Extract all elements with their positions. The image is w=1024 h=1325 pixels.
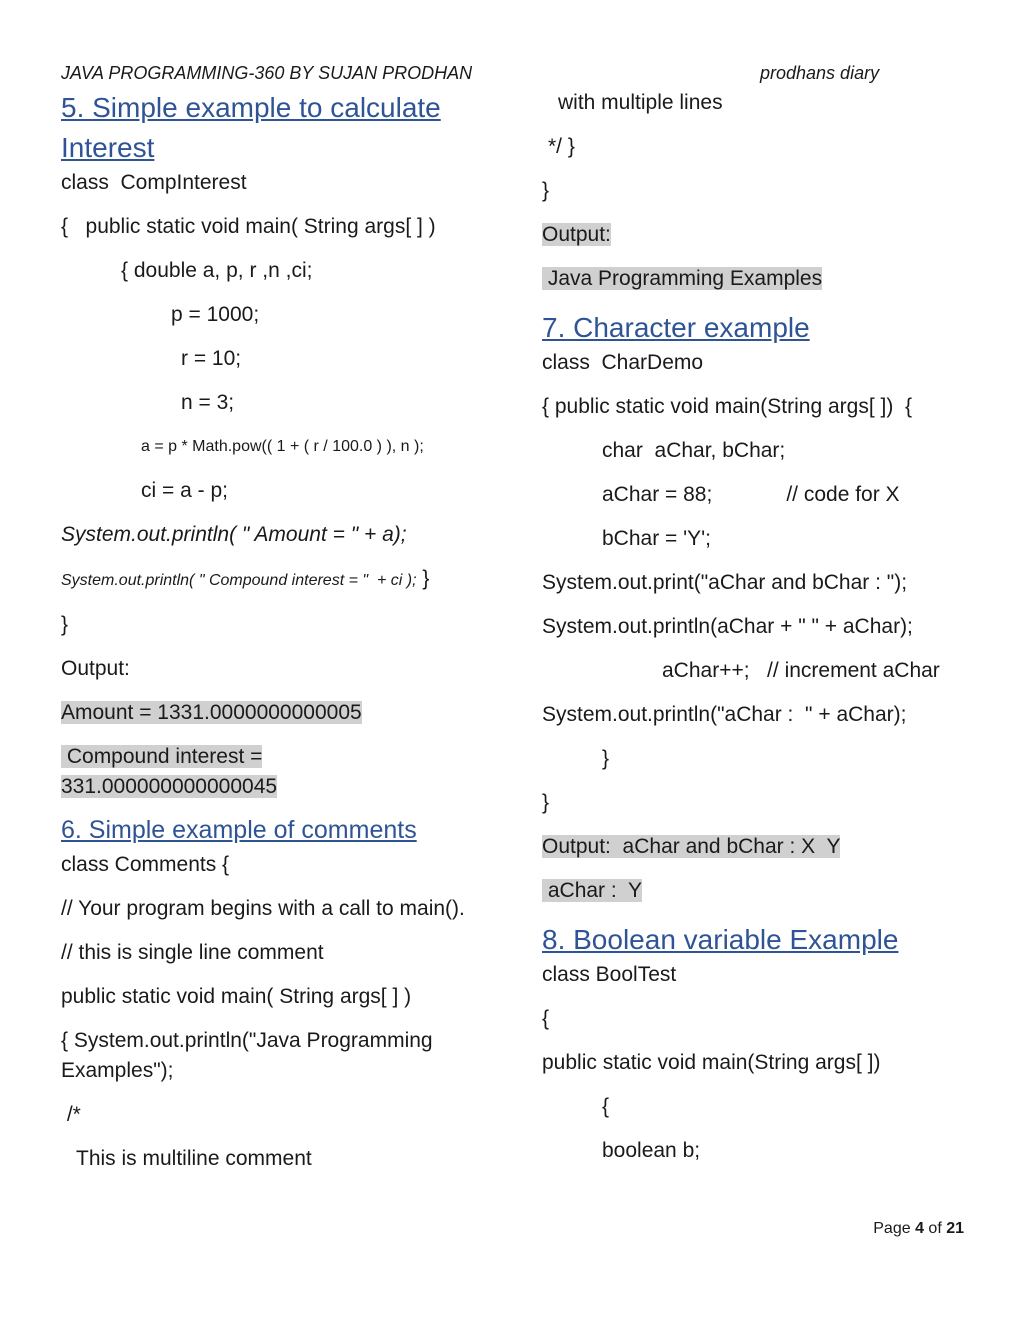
code-text: aChar = 88; (602, 483, 713, 506)
code-line: with multiple lines (558, 91, 723, 114)
code-line: } (61, 613, 69, 636)
code-line: r = 10; (181, 347, 242, 370)
code-line: boolean b; (602, 1139, 701, 1162)
code-line: { public static void main( String args[ ] ) (61, 215, 436, 238)
heading-6: 6. Simple example of comments (61, 816, 417, 844)
code-line: */ } (548, 135, 575, 158)
output-text: Output: aChar and bChar : X Y (542, 835, 841, 858)
left-column (61, 88, 481, 1188)
output-text: Java Programming Examples (542, 267, 823, 290)
page-total: 21 (946, 1220, 964, 1237)
heading-8: 8. Boolean variable Example (542, 924, 899, 955)
code-line: { public static void main(String args[ ]) { (542, 395, 912, 418)
output-line (542, 876, 982, 906)
code-text: System.out.println( " Compound interest = " + ci ); (61, 572, 417, 589)
code-line: public static void main(String args[ ]) (542, 1051, 881, 1074)
output-text: Amount = 1331.0000000000005 (61, 701, 362, 724)
code-line (61, 564, 481, 596)
output-label: Output: (61, 657, 130, 680)
output-line (61, 698, 481, 728)
heading-5-line2: Interest (61, 132, 155, 163)
code-line: { double a, p, r ,n ,ci; (121, 259, 313, 282)
output-line (61, 742, 481, 802)
heading-7: 7. Character example (542, 312, 810, 343)
code-line: p = 1000; (171, 303, 260, 326)
code-line: public static void main( String args[ ] ) (61, 985, 412, 1008)
code-line: { (602, 1095, 610, 1118)
output-text: Compound interest = (61, 745, 263, 768)
code-line: ci = a - p; (141, 479, 228, 502)
code-line: } (542, 791, 550, 814)
code-line: a = p * Math.pow(( 1 + ( r / 100.0 ) ), n ); (141, 438, 424, 455)
code-line: char aChar, bChar; (602, 439, 786, 462)
closing-brace: } (422, 567, 430, 590)
code-line (602, 480, 982, 510)
page-number (873, 1220, 964, 1238)
code-line: /* (61, 1103, 81, 1126)
code-line: bChar = 'Y'; (602, 527, 711, 550)
code-line: This is multiline comment (76, 1147, 312, 1170)
code-line: { System.out.println("Java Programming Examples"); (61, 1029, 439, 1082)
code-line: n = 3; (181, 391, 235, 414)
header-left: JAVA PROGRAMMING-360 BY SUJAN PRODHAN (61, 63, 473, 83)
header-right: prodhans diary (760, 63, 880, 83)
code-line: System.out.println(aChar + " " + aChar); (542, 615, 913, 638)
code-line: } (542, 179, 550, 202)
page-of: of (923, 1220, 947, 1237)
code-line: System.out.println( " Amount = " + a); (61, 523, 407, 546)
page-current: 4 (915, 1220, 924, 1237)
code-line: // this is single line comment (61, 941, 324, 964)
heading-5-line1: 5. Simple example to calculate (61, 92, 441, 123)
code-line: System.out.print("aChar and bChar : "); (542, 571, 908, 594)
code-comment: // code for X (786, 483, 900, 506)
code-line: class BoolTest (542, 963, 677, 986)
code-line: class CharDemo (542, 351, 704, 374)
page-prefix: Page (873, 1220, 916, 1237)
code-line: class CompInterest (61, 171, 247, 194)
code-line: System.out.println("aChar : " + aChar); (542, 703, 907, 726)
output-text: 331.000000000000045 (61, 775, 278, 798)
output-line (542, 832, 982, 862)
code-line: { (542, 1007, 550, 1030)
output-line (542, 220, 982, 250)
output-line (542, 264, 982, 294)
code-line: class Comments { (61, 853, 230, 876)
code-line: aChar++; // increment aChar (662, 659, 940, 682)
code-line: // Your program begins with a call to main(). (61, 897, 465, 920)
output-label: Output: (542, 223, 611, 246)
code-line: } (602, 747, 610, 770)
output-text: aChar : Y (542, 879, 643, 902)
right-column (542, 88, 982, 1180)
